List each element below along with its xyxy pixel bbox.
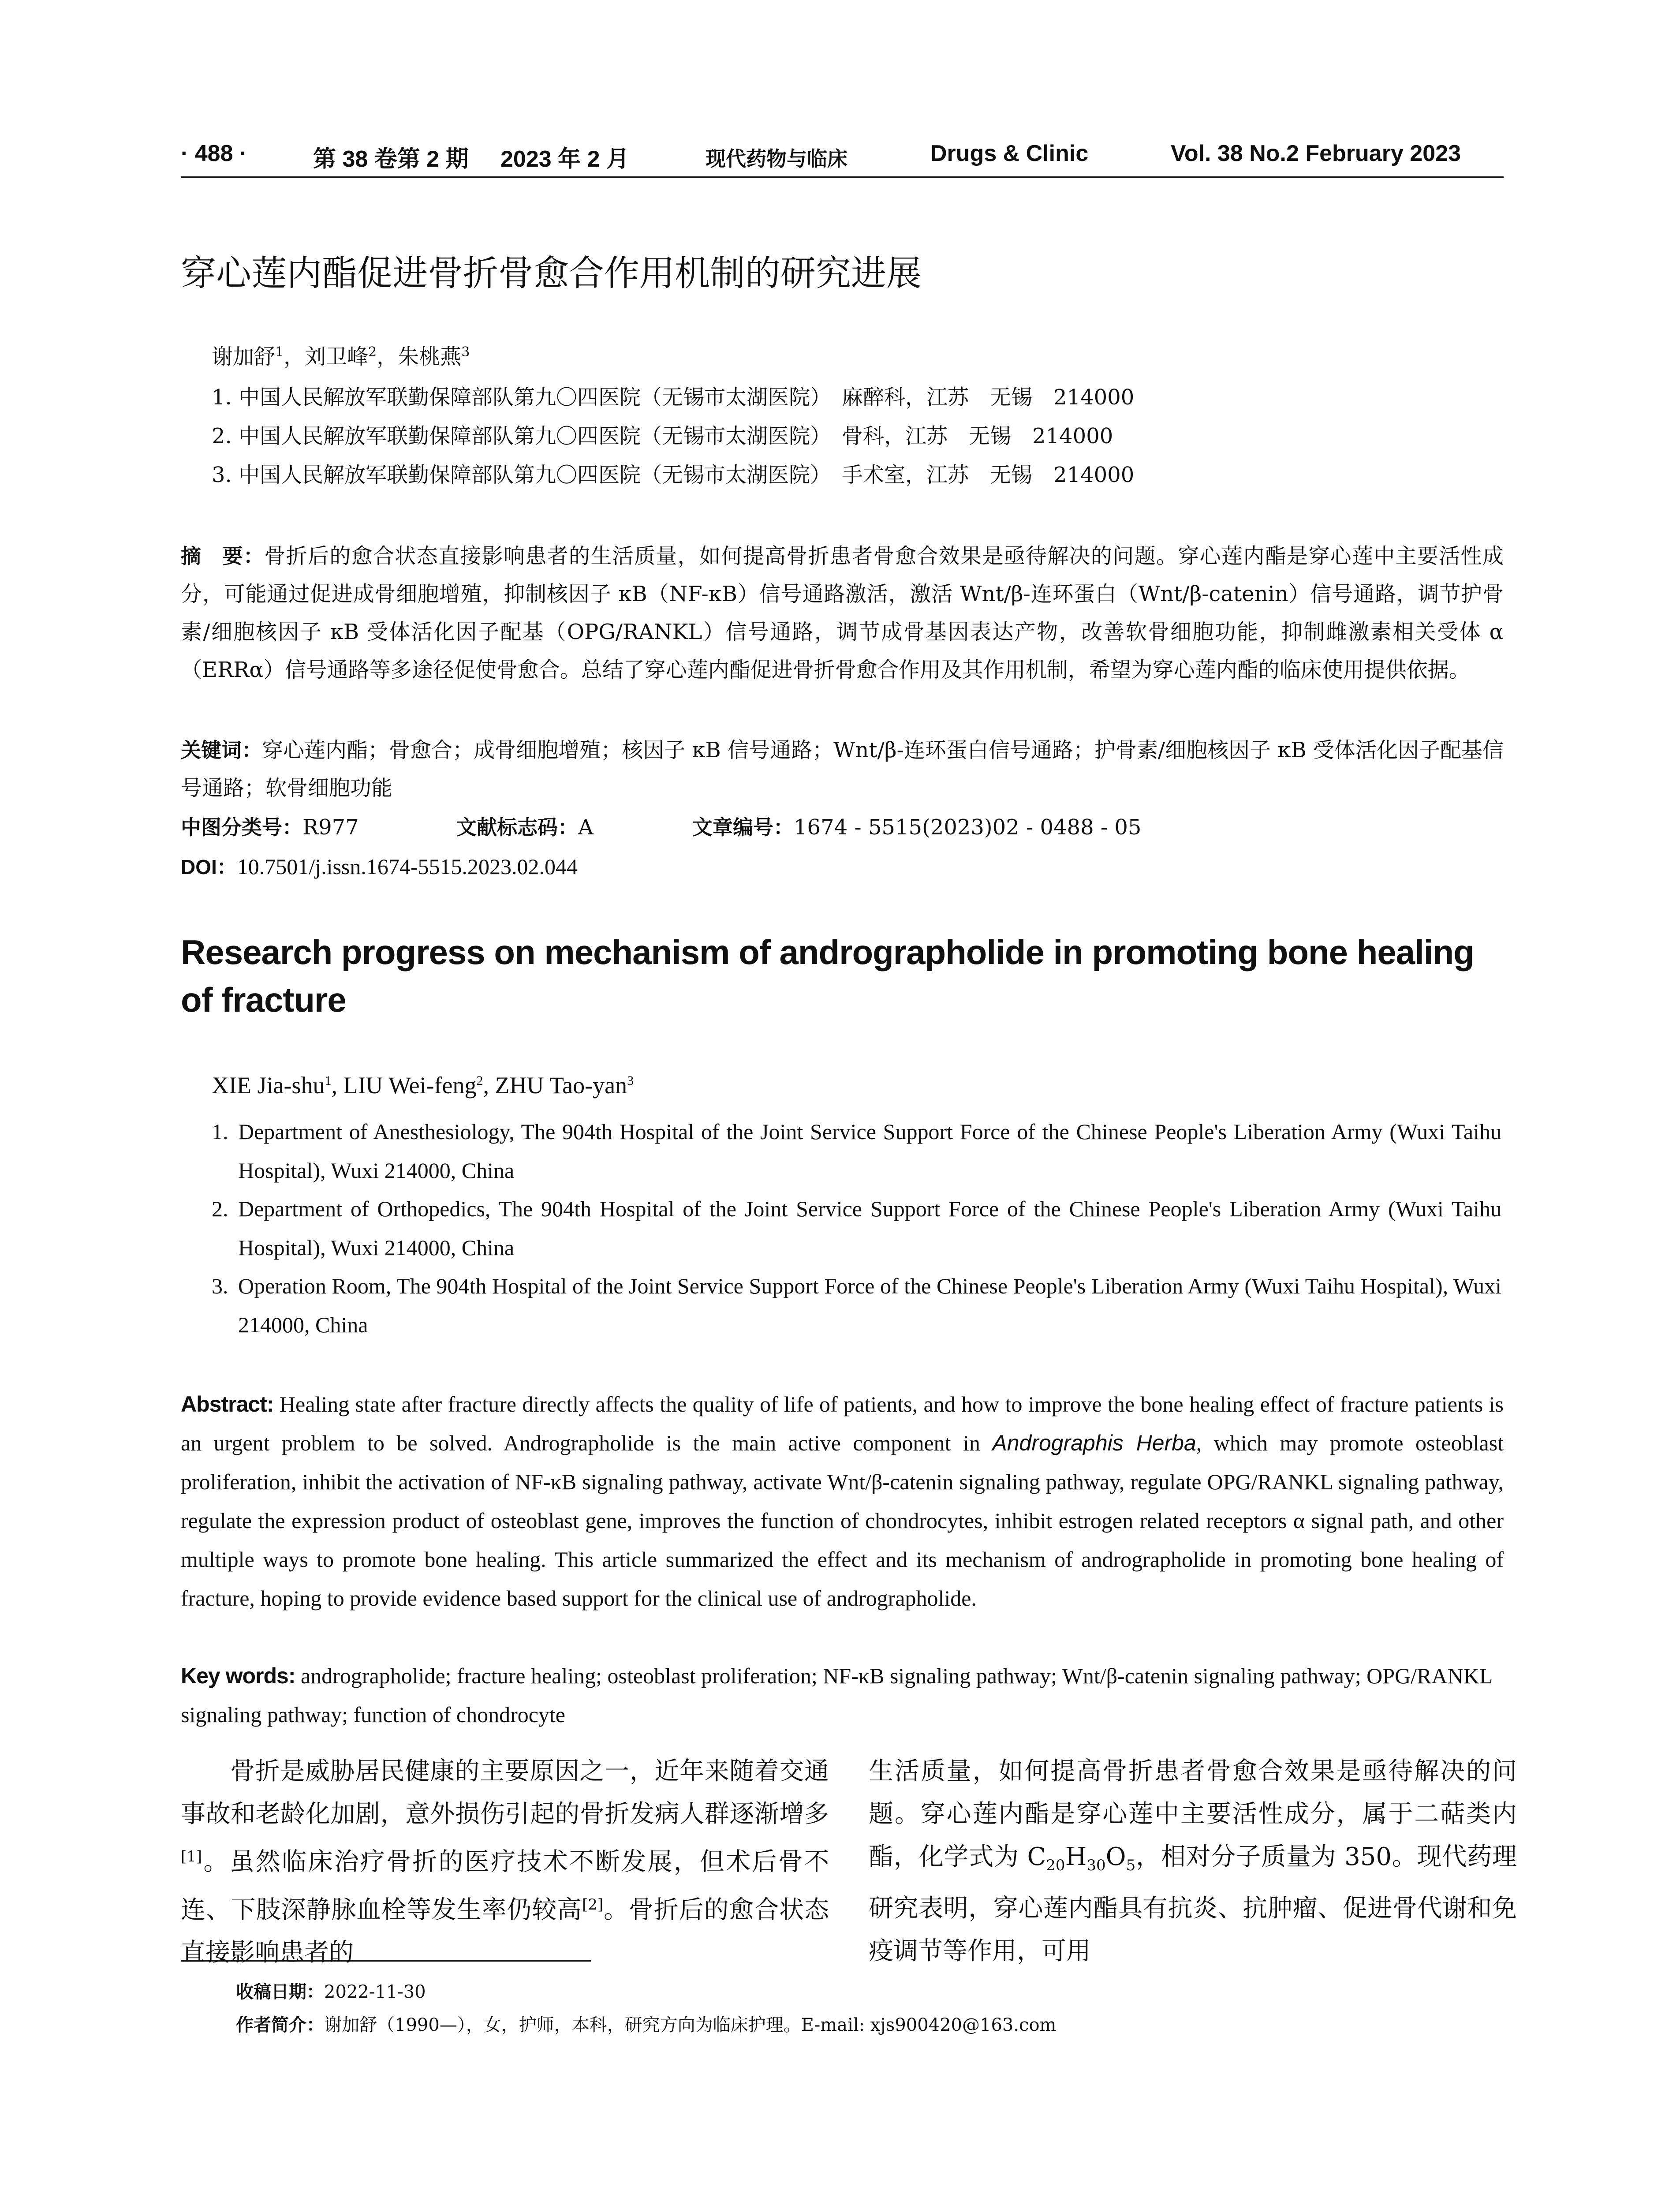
author-affil-mark: 1: [275, 344, 284, 360]
citation-ref[interactable]: [1]: [181, 1848, 202, 1865]
author-separator: ,: [331, 1072, 343, 1099]
keywords-en-label: Key words:: [181, 1663, 295, 1688]
body-column-right: [869, 1750, 1517, 1973]
body-text: 骨折是威胁居民健康的主要原因之一，近年来随着交通事故和老龄化加剧，意外损伤引起的骨折发病人群逐渐增多: [181, 1757, 829, 1828]
affiliation-cn-2: 2. 中国人民解放军联勤保障部队第九〇四医院（无锡市太湖医院） 骨科，江苏 无锡 214000: [212, 424, 1113, 448]
abstract-en-species: Andrographis Herba: [992, 1431, 1196, 1455]
author-name: LIU Wei-feng: [343, 1072, 477, 1099]
author-name: 谢加舒: [212, 344, 276, 369]
author-name: 刘卫峰: [305, 344, 369, 369]
body-text: 。骨折后的愈合状态直接影响患者的: [181, 1895, 829, 1967]
keywords-en-text: andrographolide; fracture healing; osteoblast proliferation; NF-κB signaling pathway; Wnt/β-catenin signaling pathway; OPG/RANKL signaling pathway; function of chondrocyte: [181, 1663, 1492, 1727]
author-affil-mark: 2: [368, 344, 377, 360]
author-affil-mark: 3: [627, 1073, 634, 1088]
abstract-cn-text: 骨折后的愈合状态直接影响患者的生活质量，如何提高骨折患者骨愈合效果是亟待解决的问题。穿心莲内酯是穿心莲中主要活性成分，可能通过促进成骨细胞增殖，抑制核因子 κB（NF-κB）信号通路激活，激活 Wnt/β-连环蛋白（Wnt/β-catenin）信号通路，调节护骨素/细胞核因子 κB 受体活化因子配基（OPG/RANKL）信号通路，调节成骨基因表达产物，改善软骨细胞功能，抑制雌激素相关受体 α（ERRα）信号通路等多途径促使骨愈合。总结了穿心莲内酯促进骨折骨愈合作用及其作用机制，希望为穿心莲内酯的临床使用提供依据。: [181, 544, 1504, 682]
authors-en: [212, 1072, 634, 1099]
formula-subscript: 30: [1086, 1857, 1106, 1875]
formula-element: H: [1065, 1842, 1087, 1871]
author-separator: ,: [483, 1072, 495, 1099]
footnote-rule: [181, 1960, 591, 1962]
clc-label: 中图分类号：: [181, 815, 302, 839]
keywords-cn-label: 关键词：: [181, 738, 262, 762]
doi-label: DOI：: [181, 856, 237, 878]
clc-value: R977: [302, 815, 359, 840]
body-text: 生活质量，如何提高骨折患者骨愈合效果是亟待解决的问题。穿心莲内酯是穿心莲中主要活性成分，属于二萜类内酯，化学式为 C: [869, 1757, 1517, 1871]
journal-name-cn: 现代药物与临床: [706, 147, 847, 171]
body-column-left: [181, 1750, 829, 1974]
author-bio-label: 作者简介：: [236, 2015, 324, 2035]
volume-issue-en: Vol. 38 No.2 February 2023: [1171, 141, 1461, 166]
author-separator: ，: [377, 344, 398, 369]
formula-subscript: 5: [1126, 1857, 1136, 1875]
title-en: Research progress on mechanism of andrographolide in promoting bone healing of fracture: [181, 933, 1474, 1019]
article-no-label: 文章编号：: [692, 815, 794, 839]
author-name: 朱桃燕: [398, 344, 462, 369]
affiliation-number: 1.: [212, 1119, 228, 1144]
affiliation-text: Department of Anesthesiology, The 904th Hospital of the Joint Service Support Force of the Chinese People's Liberation Army (Wuxi Taihu Hospital), Wuxi 214000, China: [238, 1119, 1501, 1183]
author-separator: ，: [284, 344, 305, 369]
volume-issue-cn: 第 38 卷第 2 期: [313, 146, 469, 172]
formula-element: O: [1105, 1842, 1126, 1871]
affiliation-cn-1: 1. 中国人民解放军联勤保障部队第九〇四医院（无锡市太湖医院） 麻醉科，江苏 无锡 214000: [212, 385, 1135, 410]
author-affil-mark: 1: [325, 1073, 332, 1088]
page-number: · 488 ·: [181, 141, 247, 166]
doccode-value: A: [578, 815, 594, 840]
date-cn: 2023 年 2 月: [500, 146, 629, 172]
abstract-cn-label: 摘 要：: [181, 544, 265, 568]
citation-ref[interactable]: [2]: [582, 1895, 604, 1913]
journal-name-en: Drugs & Clinic: [930, 141, 1089, 166]
abstract-en: [181, 1385, 1504, 1618]
header-rule: [181, 176, 1504, 178]
keywords-cn-text: 穿心莲内酯；骨愈合；成骨细胞增殖；核因子 κB 信号通路；Wnt/β-连环蛋白信号通路；护骨素/细胞核因子 κB 受体活化因子配基信号通路；软骨细胞功能: [181, 738, 1504, 800]
affiliation-number: 2.: [212, 1196, 228, 1221]
received-date: 2022-11-30: [324, 1982, 426, 2002]
affiliation-cn-3: 3. 中国人民解放军联勤保障部队第九〇四医院（无锡市太湖医院） 手术室，江苏 无锡 214000: [212, 463, 1135, 487]
body-text: 。虽然临床治疗骨折的医疗技术不断发展，但术后骨不连、下肢深静脉血栓等发生率仍较高: [181, 1847, 829, 1925]
formula-subscript: 20: [1046, 1857, 1065, 1875]
affiliation-number: 3.: [212, 1274, 228, 1298]
affiliation-en-2: [212, 1189, 1501, 1267]
keywords-en: [181, 1656, 1504, 1734]
author-affil-mark: 3: [461, 344, 470, 360]
doi-link[interactable]: 10.7501/j.issn.1674-5515.2023.02.044: [237, 854, 578, 879]
abstract-en-text: Healing state after fracture directly affects the quality of life of patients, and how to improve the bone healing effect of fracture patients is an urgent problem to be solved. Andrographolide is the main active component in: [181, 1392, 1504, 1455]
received-label: 收稿日期：: [236, 1982, 324, 2002]
footnote-received: [236, 1978, 426, 2003]
affiliation-en-3: [212, 1267, 1501, 1344]
keywords-cn: [181, 731, 1504, 807]
affiliation-text: Department of Orthopedics, The 904th Hospital of the Joint Service Support Force of the Chinese People's Liberation Army (Wuxi Taihu Hospital), Wuxi 214000, China: [238, 1196, 1501, 1260]
title-cn: 穿心莲内酯促进骨折骨愈合作用机制的研究进展: [181, 253, 922, 294]
body-text: ，相对分子质量为 350。现代药理研究表明，穿心莲内酯具有抗炎、抗肿瘤、促进骨代谢和免疫调节等作用，可用: [869, 1842, 1517, 1966]
abstract-en-text-cont: , which may promote osteoblast proliferation, inhibit the activation of NF-κB signaling pathway, activate Wnt/β-catenin signaling pathway, regulate OPG/RANKL signaling pathway, regulate the expression product of osteoblast gene, improves the function of chondrocytes, inhibit estrogen related receptors α signal path, and other multiple ways to promote bone healing. This article summarized the effect and its mechanism of andrographolide in promoting bone healing of fracture, hoping to provide evidence based support for the clinical use of andrographolide.: [181, 1431, 1504, 1611]
author-bio-text: 谢加舒（1990—），女，护师，本科，研究方向为临床护理。E-mail: xjs900420@163.com: [324, 2015, 1057, 2035]
author-affil-mark: 2: [476, 1073, 483, 1088]
affiliation-en-1: [212, 1112, 1501, 1190]
author-name: XIE Jia-shu: [212, 1072, 325, 1099]
abstract-cn: [181, 537, 1504, 689]
article-no-value: 1674 - 5515(2023)02 - 0488 - 05: [794, 815, 1142, 840]
author-name: ZHU Tao-yan: [495, 1072, 627, 1099]
running-header: [181, 140, 1504, 176]
affiliation-text: Operation Room, The 904th Hospital of the Joint Service Support Force of the Chinese People's Liberation Army (Wuxi Taihu Hospital), Wuxi 214000, China: [238, 1274, 1501, 1337]
authors-cn: [212, 340, 470, 370]
doccode-label: 文献标志码：: [456, 815, 578, 839]
abstract-en-label: Abstract:: [181, 1392, 274, 1416]
doi-line: [181, 851, 578, 880]
footnote-author: [236, 2011, 1056, 2036]
